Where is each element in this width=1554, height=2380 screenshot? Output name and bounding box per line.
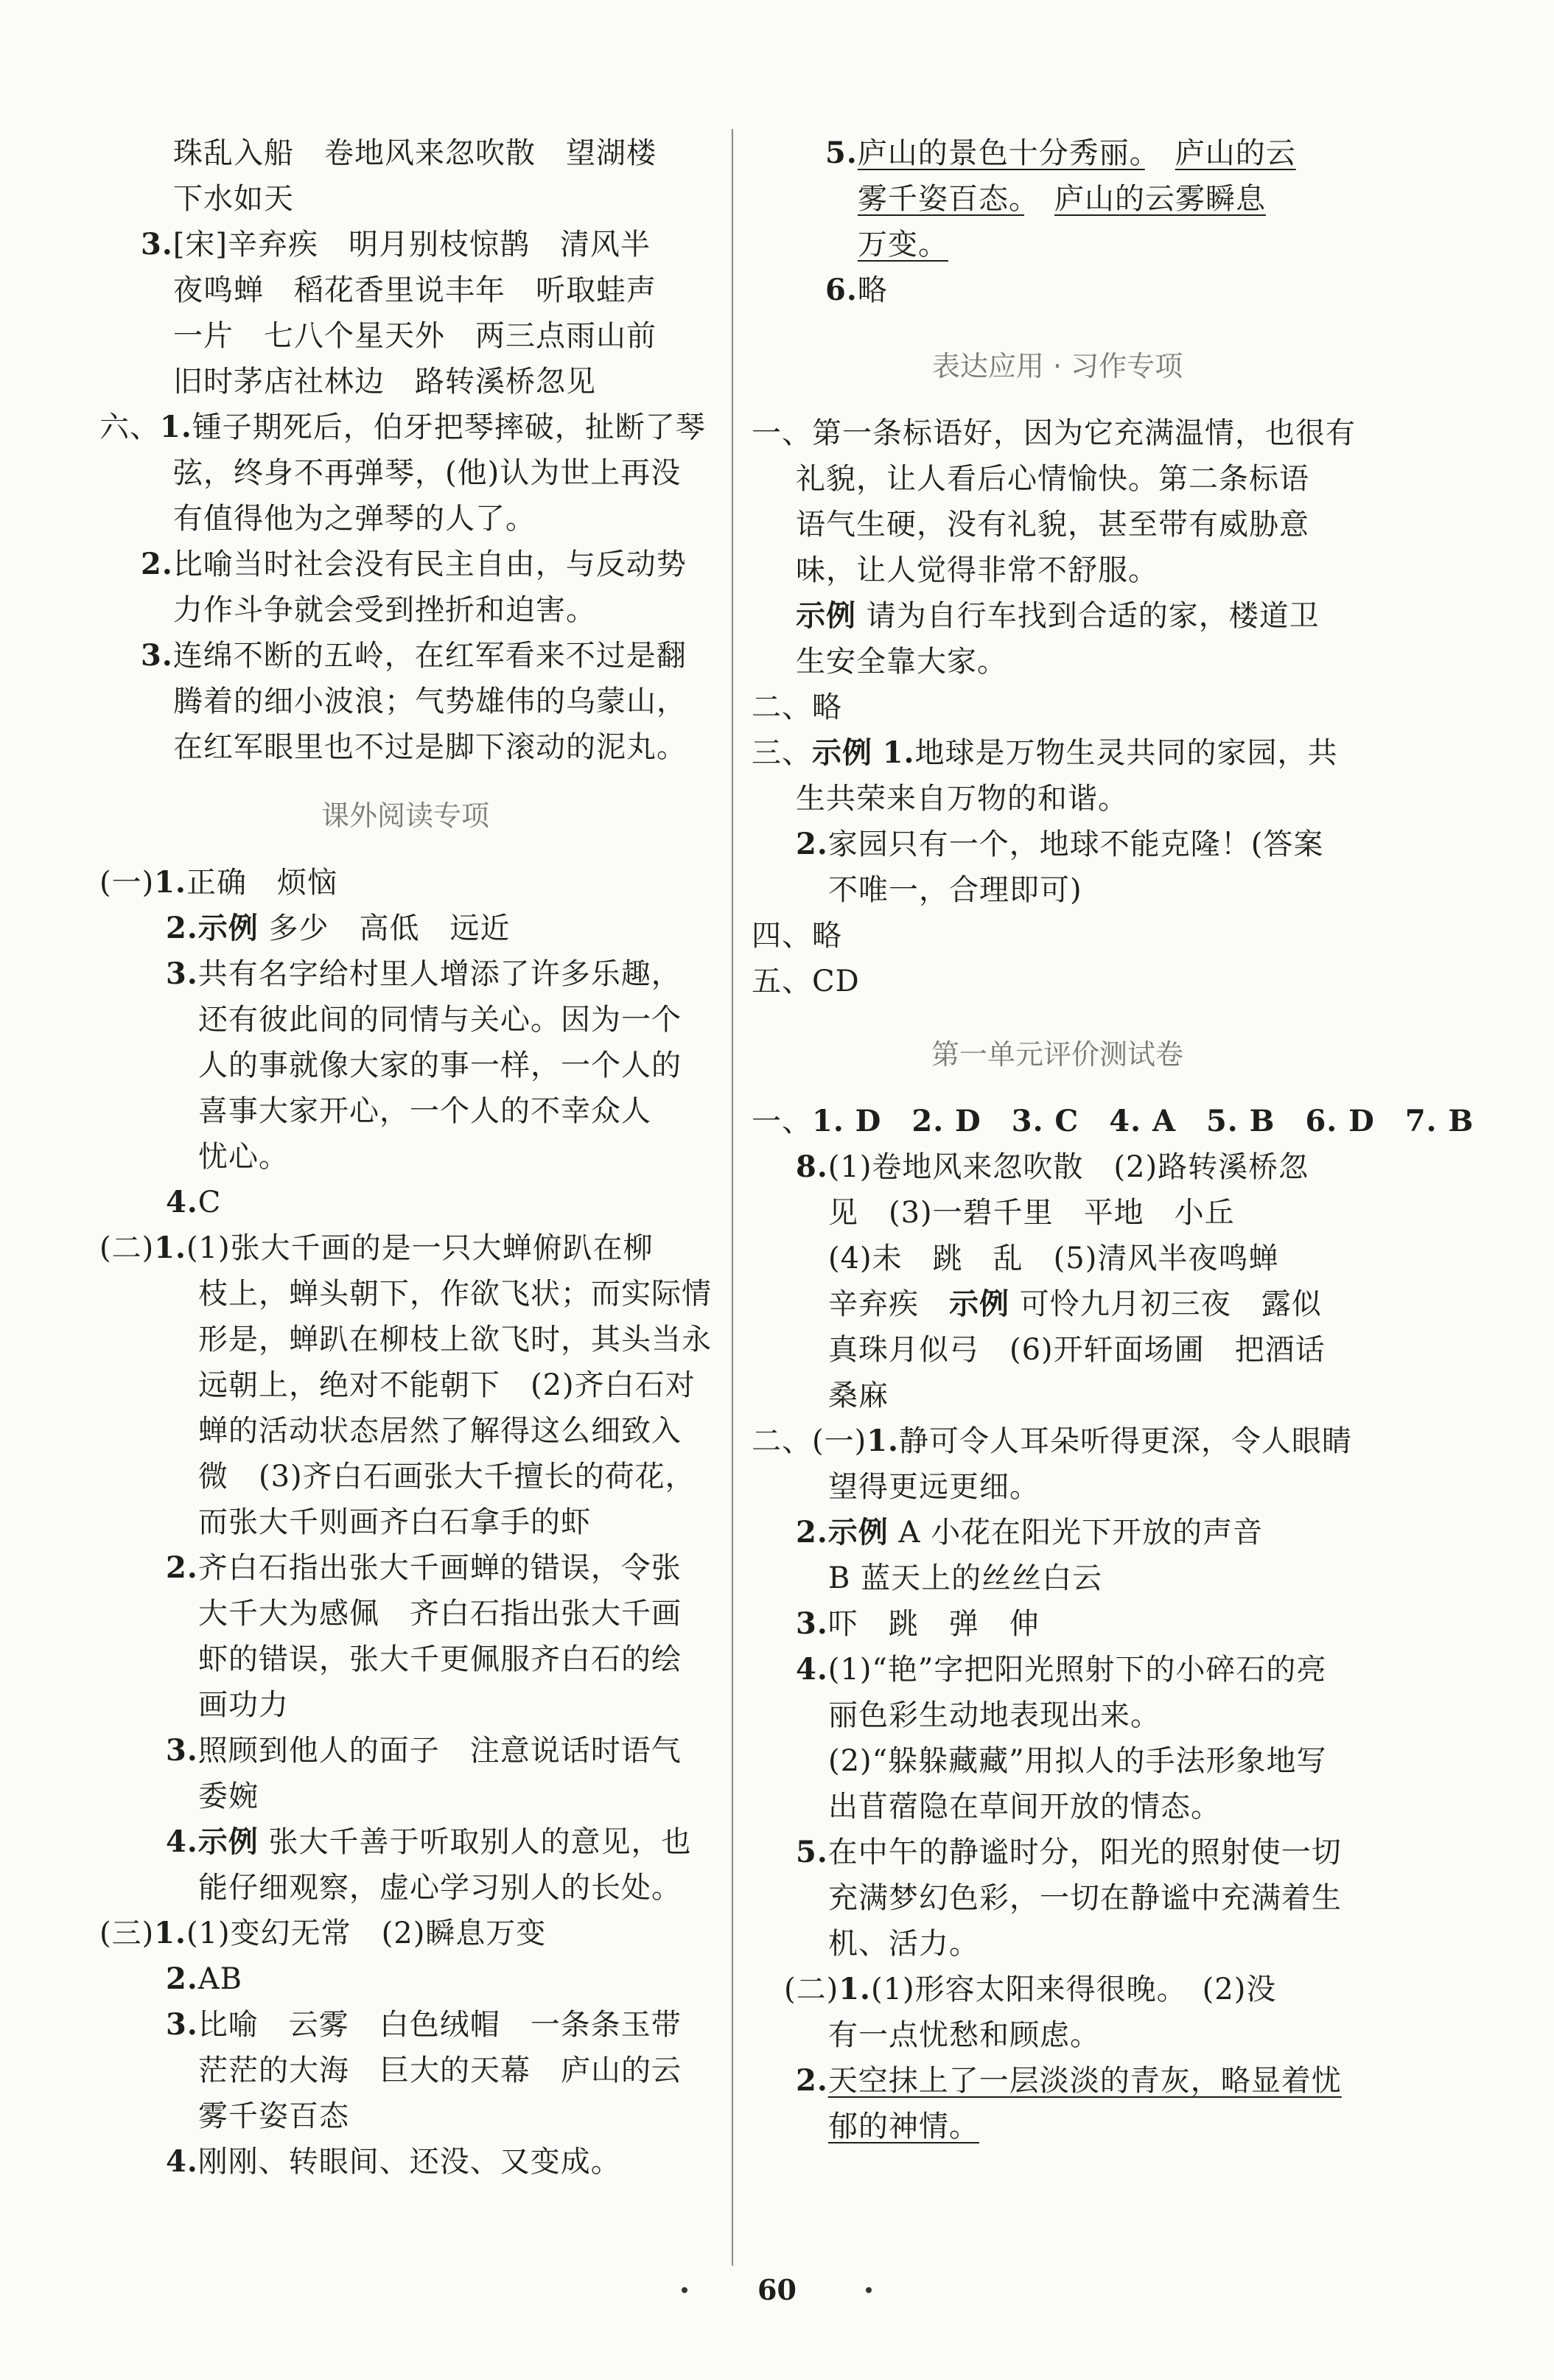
answer-line: 一、第一条标语好，因为它充满温情，也很有 (752, 416, 1356, 450)
answer-line: 2.比喻当时社会没有民主自由，与反动势 (141, 547, 687, 581)
answer-line: 腾着的细小波浪；气势雄伟的乌蒙山， (173, 685, 687, 718)
answer-line: 4.(1)“艳”字把阳光照射下的小碎石的亮 (796, 1652, 1327, 1687)
answer-line: 不唯一，合理即可) (828, 873, 1082, 907)
answer-line: 5.在中午的静谧时分，阳光的照射使一切 (796, 1835, 1342, 1869)
answer-line: (一)1.正确 烦恼 (99, 865, 337, 900)
answer-line: 雾千姿百态 (198, 2099, 349, 2133)
answer-line: 六、1.锺子期死后，伯牙把琴摔破，扯断了琴 (99, 410, 706, 444)
answer-line: 8.(1)卷地风来忽吹散 (2)路转溪桥忽 (796, 1149, 1309, 1184)
answer-line: 四、略 (752, 919, 842, 953)
section-heading: 第一单元评价测试卷 (931, 1038, 1183, 1071)
answer-line: 4.C (166, 1185, 222, 1219)
answer-line: 2.齐白石指出张大千画蝉的错误，令张 (166, 1550, 682, 1585)
answer-line: 语气生硬，没有礼貌，甚至带有威胁意 (796, 508, 1309, 542)
answer-line: 有值得他为之弹琴的人了。 (173, 502, 536, 536)
answer-line: 形是，蝉趴在柳枝上欲飞时，其头当永 (198, 1323, 712, 1357)
answer-line: (二)1.(1)形容太阳来得很晚。 (2)没 (784, 1972, 1277, 2006)
answer-line: 还有彼此间的同情与关心。因为一个 (198, 1003, 682, 1037)
answer-line: 下水如天 (173, 182, 294, 216)
answer-line: 4.示例 张大千善于听取别人的意见，也 (166, 1824, 692, 1859)
answer-line: 微 (3)齐白石画张大千擅长的荷花， (198, 1460, 696, 1494)
page-number: 60 (757, 2273, 797, 2306)
answer-line: 雾千姿百态。 庐山的云雾瞬息 (858, 182, 1266, 216)
answer-line: 桑麻 (828, 1379, 889, 1413)
answer-line: 能仔细观察，虚心学习别人的长处。 (198, 1871, 682, 1905)
answer-line: 3.[宋]辛弃疾 明月别枝惊鹊 清风半 (141, 227, 651, 262)
answer-line: 一、1. D 2. D 3. C 4. A 5. B 6. D 7. B (752, 1104, 1474, 1138)
answer-line: 五、CD (752, 965, 860, 998)
answer-line: 4.刚刚、转眼间、还没、又变成。 (166, 2144, 621, 2179)
answer-line: 3.比喻 云雾 白色绒帽 一条条玉带 (166, 2007, 682, 2042)
answer-line: 3.连绵不断的五岭，在红军看来不过是翻 (141, 638, 687, 673)
section-heading: 表达应用 · 习作专项 (931, 350, 1183, 382)
answer-line: 万变。 (858, 228, 948, 262)
answer-line: 夜鸣蝉 稻花香里说丰年 听取蛙声 (173, 273, 657, 307)
answer-line: B 蓝天上的丝丝白云 (828, 1561, 1103, 1595)
answer-line: 见 (3)一碧千里 平地 小丘 (828, 1196, 1235, 1230)
answer-line: 3.照顾到他人的面子 注意说话时语气 (166, 1733, 682, 1768)
answer-line: 蝉的活动状态居然了解得这么细致入 (198, 1414, 682, 1448)
answer-line: 充满梦幻色彩，一切在静谧中充满着生 (828, 1881, 1342, 1915)
answer-line: 虾的错误，张大千更佩服齐白石的绘 (198, 1642, 682, 1676)
answer-line: 郁的神情。 (828, 2110, 979, 2143)
answer-line: 5.庐山的景色十分秀丽。 庐山的云 (825, 136, 1296, 170)
column-divider (732, 129, 733, 2266)
section-heading: 课外阅读专项 (321, 799, 489, 832)
answer-line: 2.AB (166, 1961, 243, 1996)
answer-line: 而张大千则画齐白石拿手的虾 (198, 1505, 591, 1539)
answer-line: 真珠月似弓 (6)开轩面场圃 把酒话 (828, 1333, 1326, 1367)
page-dot-right (866, 2287, 872, 2293)
answer-line: 力作斗争就会受到挫折和迫害。 (173, 593, 596, 627)
answer-line: 2.示例 A 小花在阳光下开放的声音 (796, 1515, 1264, 1550)
answer-line: 味，让人觉得非常不舒服。 (796, 553, 1158, 587)
answer-line: 辛弃疾 示例 可怜九月初三夜 露似 (828, 1287, 1322, 1321)
answer-line: (2)“躲躲藏藏”用拟人的手法形象地写 (828, 1744, 1327, 1778)
answer-line: 3.吓 跳 弹 伸 (796, 1606, 1040, 1641)
answer-line: 弦，终身不再弹琴，(他)认为世上再没 (173, 456, 682, 490)
answer-line: 礼貌，让人看后心情愉快。第二条标语 (796, 462, 1309, 496)
answer-line: 丽色彩生动地表现出来。 (828, 1698, 1161, 1732)
answer-line: 望得更远更细。 (828, 1470, 1040, 1504)
answer-line: 远朝上，绝对不能朝下 (2)齐白石对 (198, 1368, 696, 1402)
answer-line: 示例 请为自行车找到合适的家，楼道卫 (796, 598, 1320, 633)
answer-line: 忧心。 (198, 1140, 289, 1174)
answer-line: 画功力 (198, 1688, 289, 1722)
answer-line: (三)1.(1)变幻无常 (2)瞬息万变 (99, 1916, 547, 1950)
answer-line: 三、示例 1.地球是万物生灵共同的家园，共 (752, 735, 1338, 770)
answer-line: 在红军眼里也不过是脚下滚动的泥丸。 (173, 730, 687, 764)
answer-line: 喜事大家开心，一个人的不幸众人 (198, 1094, 651, 1128)
answer-line: 委婉 (198, 1779, 259, 1813)
answer-line: 2.天空抹上了一层淡淡的青灰，略显着忧 (796, 2063, 1342, 2098)
answer-line: 机、活力。 (828, 1927, 979, 1961)
answer-line: 3.共有名字给村里人增添了许多乐趣， (166, 956, 682, 991)
answer-line: 二、略 (752, 690, 842, 724)
answer-line: 生共荣来自万物的和谐。 (796, 782, 1128, 816)
answer-line: 生安全靠大家。 (796, 645, 1007, 679)
answer-line: 茫茫的大海 巨大的天幕 庐山的云 (198, 2054, 682, 2087)
answer-line: (4)未 跳 乱 (5)清风半夜鸣蝉 (828, 1242, 1279, 1275)
answer-line: 一片 七八个星天外 两三点雨山前 (173, 319, 657, 353)
answer-line: 人的事就像大家的事一样，一个人的 (198, 1049, 682, 1082)
answer-line: (二)1.(1)张大千画的是一只大蝉俯趴在柳 (99, 1231, 654, 1265)
answer-line: 珠乱入船 卷地风来忽吹散 望湖楼 (173, 136, 657, 170)
answer-line: 6.略 (825, 273, 888, 307)
answer-line: 大千大为感佩 齐白石指出张大千画 (198, 1597, 682, 1631)
answer-line: 2.家园只有一个，地球不能克隆！(答案 (796, 827, 1324, 861)
answer-line: 出苜蓿隐在草间开放的情态。 (828, 1790, 1221, 1824)
answer-line: 枝上，蝉头朝下，作欲飞状；而实际情 (198, 1277, 712, 1311)
answer-line: 二、(一)1.静可令人耳朵听得更深，令人眼睛 (752, 1424, 1352, 1458)
answer-line: 2.示例 多少 高低 远近 (166, 911, 511, 945)
answer-line: 旧时茅店社林边 路转溪桥忽见 (173, 365, 596, 399)
answer-line: 有一点忧愁和顾虑。 (828, 2018, 1100, 2052)
